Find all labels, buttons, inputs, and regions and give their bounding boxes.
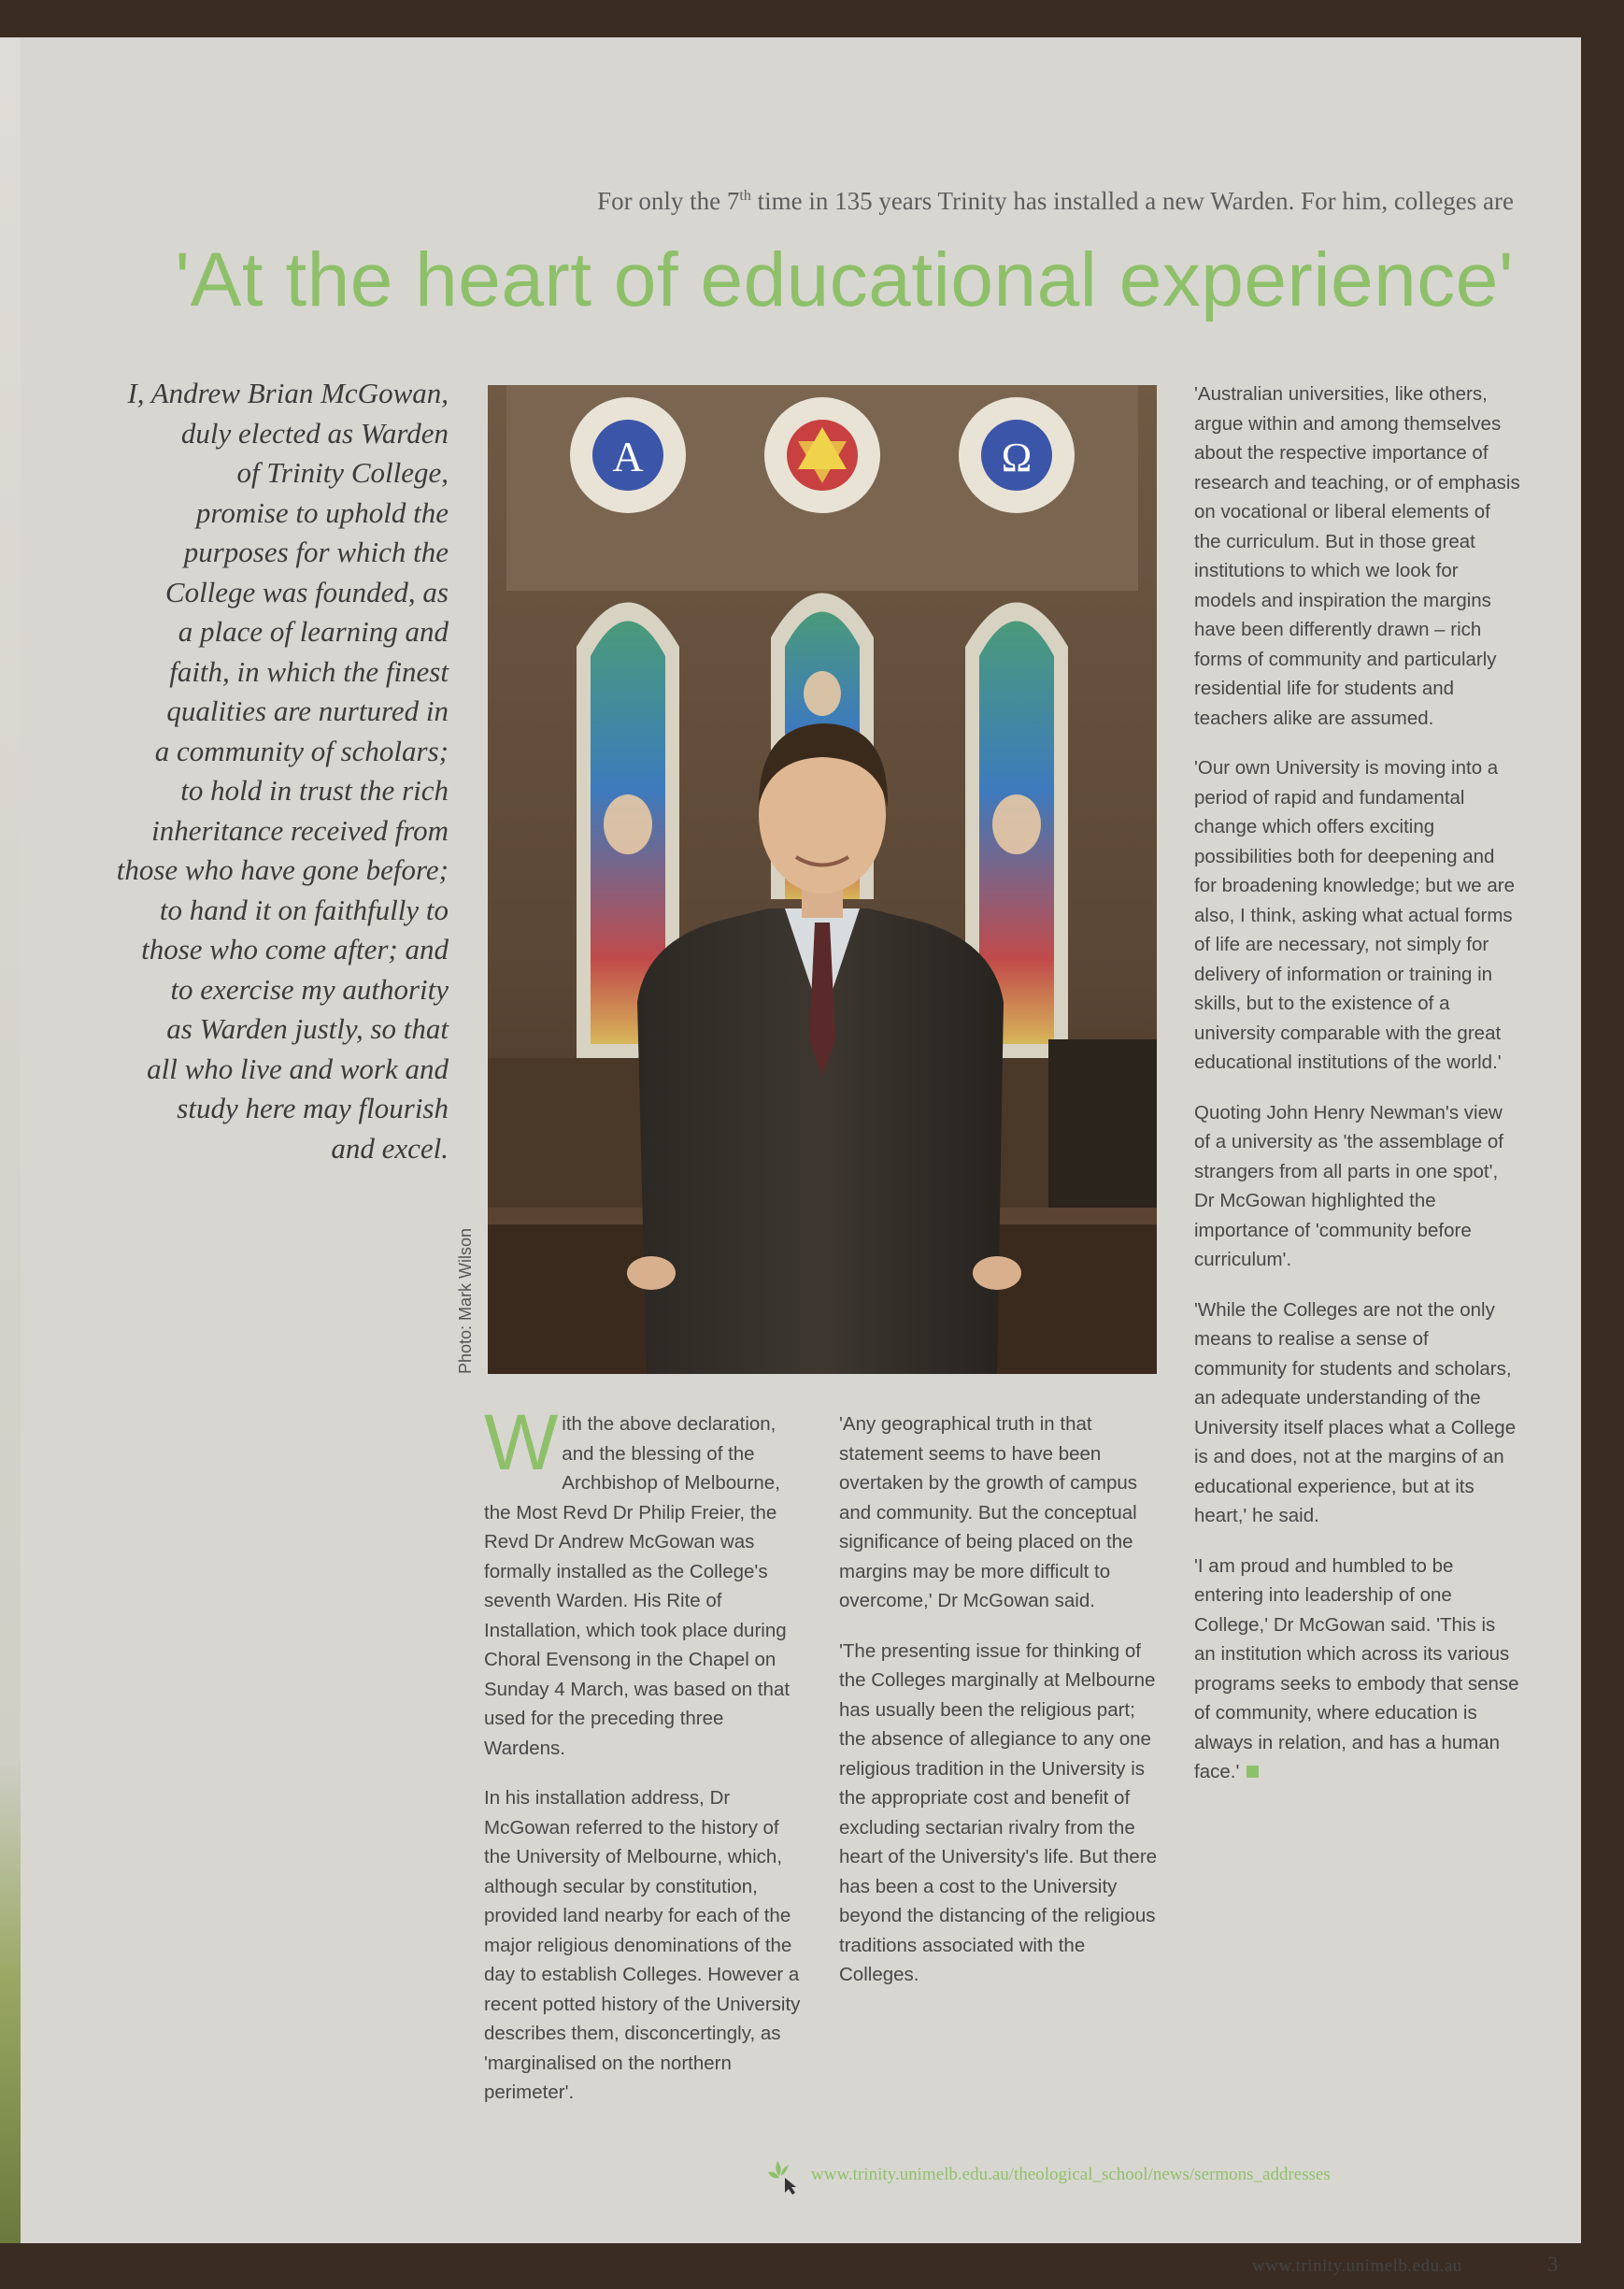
page-edge-strip — [0, 37, 21, 2243]
declaration-line: College was founded, as — [164, 575, 449, 608]
declaration-line: a place of learning and — [178, 615, 449, 648]
warden-portrait-photo — [488, 385, 1157, 1374]
end-mark-icon — [1246, 1766, 1259, 1778]
body-paragraph: Quoting John Henry Newman's view of a university as 'the assemblage of strangers from all parts in one spot', Dr McGowan highlighted the importance of 'community before curriculum'. — [1194, 1101, 1503, 1270]
footer-website: www.trinity.unimelb.edu.au — [1252, 2256, 1462, 2276]
declaration-line: purposes for which the — [183, 536, 449, 568]
declaration-line: as Warden justly, so that — [166, 1012, 449, 1045]
chapel-scene-illustration — [488, 385, 1157, 1374]
rosette-letter-alpha: A — [612, 433, 644, 480]
declaration-line: to exercise my authority — [170, 972, 449, 1006]
body-paragraph: 'Any geographical truth in that statement seems to have been overtaken by the growth of campus and community. But the conceptual significance of being placed on the margins may be more difficult to overcome,' Dr McGowan said. — [839, 1413, 1138, 1611]
declaration-line: and excel. — [331, 1131, 449, 1165]
article-headline: 'At the heart of educational experience' — [175, 237, 1514, 322]
body-paragraph: In his installation address, Dr McGowan referred to the history of the University of Melbourne, which, although secular by constitution, provided land nearby for each of the major religious denominations of the day to establish Colleges. However a recent potted history of the University describes them, disconcertingly, as 'marginalised on the northern perimeter'. — [484, 1787, 801, 2103]
declaration-quote — [112, 374, 449, 1168]
rosette-star — [764, 397, 880, 513]
sermons-link[interactable]: www.trinity.unimelb.edu.au/theological_school/news/sermons_addresses — [811, 2165, 1331, 2184]
declaration-line: I, Andrew Brian McGowan, — [127, 377, 449, 409]
declaration-line: all who live and work and — [147, 1052, 449, 1085]
body-paragraph — [484, 1398, 802, 1763]
kicker-text-b: time in 135 years Trinity has installed a new Warden. For him, colleges are — [750, 187, 1514, 215]
declaration-line: those who have gone before; — [116, 853, 449, 886]
declaration-line: inheritance received from — [151, 813, 449, 847]
body-paragraph: 'Australian universities, like others, argue within and among themselves about the respective importance of research and teaching, or of emphasis on vocational or liberal elements of the curriculum. But in those great institutions to which we look for models and inspiration the margins have been differently drawn – rich forms of community and particularly residential life for students and teachers alike are assumed. — [1194, 383, 1520, 729]
paragraph-text: ith the above declaration, and the blessing of the Archbishop of Melbourne, the Most Revd Dr Philip Freier, the Revd Dr Andrew McGowan was formally installed as the College's seventh Warden. His Rite of Installation, which took place during Choral Evensong in the Chapel on Sunday 4 March, was based on that used for the preceding three Wardens. — [484, 1413, 791, 1759]
paragraph-text: 'I am proud and humbled to be entering into leadership of one College,' Dr McGowan said. 'This is an institution which across its various programs seeks to embody that sense of community, where education is always in relation, and has a human face.' — [1194, 1554, 1519, 1782]
drop-cap: W — [484, 1398, 559, 1486]
rosette-letter-omega: Ω — [1001, 435, 1033, 480]
declaration-line: to hold in trust the rich — [180, 774, 449, 807]
declaration-line: study here may flourish — [177, 1092, 449, 1124]
rosette-omega — [959, 397, 1075, 513]
declaration-line: promise to uphold the — [195, 495, 449, 529]
article-column-3 — [1194, 379, 1521, 1808]
declaration-line: qualities are nurtured in — [166, 694, 449, 727]
article-column-2 — [839, 1409, 1166, 2010]
leaf-cursor-icon — [764, 2157, 805, 2195]
declaration-line: a community of scholars; — [154, 734, 449, 767]
declaration-line: duly elected as Warden — [180, 416, 449, 450]
rosette-alpha — [570, 397, 686, 513]
web-link-row[interactable] — [764, 2157, 1512, 2195]
body-paragraph — [1194, 1552, 1521, 1787]
body-paragraph: 'Our own University is moving into a period of rapid and fundamental change which offers exciting possibilities both for deepening and for broadening knowledge; but we are also, I think, asking what actual forms of life are necessary, not simply for delivery of information or training in skills, but to the existence of a university comparable with the great educational institutions of the world.' — [1194, 757, 1516, 1073]
kicker-text-a: For only the 7 — [597, 187, 740, 215]
photo-credit: Photo: Mark Wilson — [456, 1227, 475, 1374]
page-number: 3 — [1547, 2253, 1559, 2276]
body-paragraph: 'The presenting issue for thinking of the Colleges marginally at Melbourne has usually been the religious part; the absence of allegiance to any one religious tradition in the University is the appropriate cost and benefit of excluding sectarian rivalry from the heart of the University's life. But there has been a cost to the University beyond the distancing of the religious traditions associated with the Colleges. — [839, 1639, 1158, 1985]
article-column-1 — [484, 1398, 802, 2128]
declaration-line: faith, in which the finest — [169, 654, 449, 688]
declaration-line: those who come after; and — [141, 933, 449, 966]
kicker-superscript: th — [739, 188, 751, 204]
declaration-line: to hand it on faithfully to — [159, 893, 449, 926]
article-kicker — [355, 187, 1514, 216]
declaration-line: of Trinity College, — [236, 456, 449, 489]
body-paragraph: 'While the Colleges are not the only means to realise a sense of community for students and scholars, an adequate understanding of the University itself places what a College is and does, not at the margins of an educational experience, but at its heart,' he said. — [1194, 1298, 1517, 1526]
